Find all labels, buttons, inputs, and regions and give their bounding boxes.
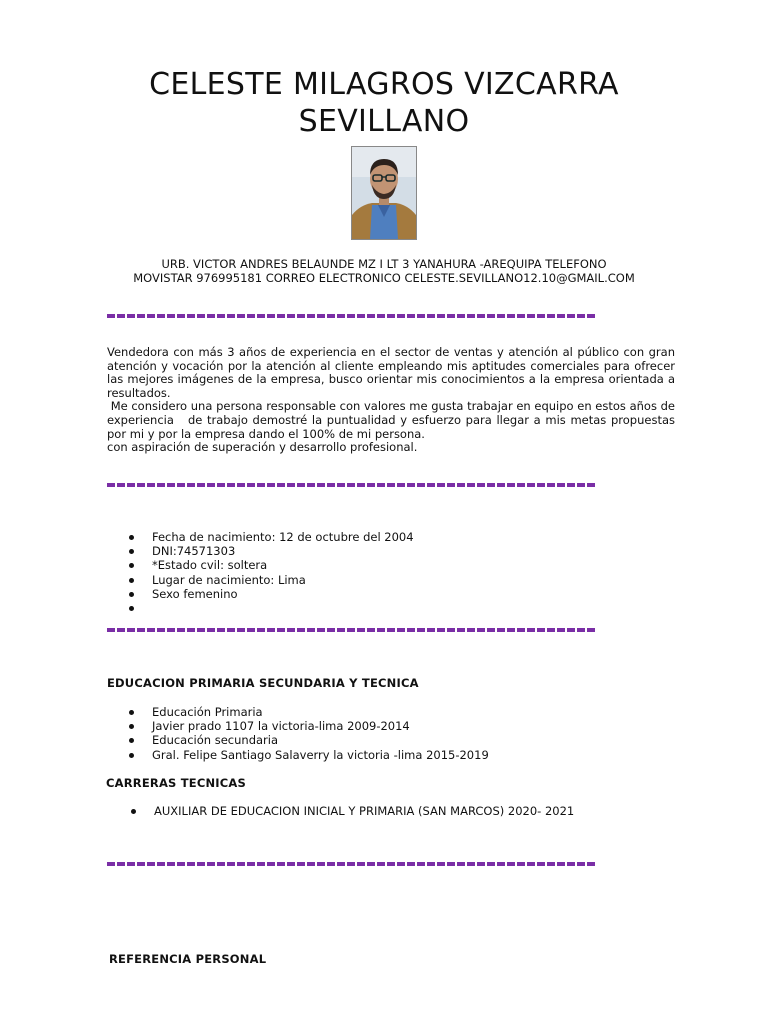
- education-heading: EDUCACION PRIMARIA SECUNDARIA Y TECNICA: [107, 676, 419, 690]
- education-list: [106, 705, 626, 762]
- careers-heading: CARRERAS TECNICAS: [106, 776, 247, 790]
- personal-info-list: [106, 530, 606, 615]
- references-heading: REFERENCIA PERSONAL: [109, 952, 267, 966]
- candidate-name-line2: SEVILLANO: [298, 104, 470, 139]
- section-divider: [107, 483, 595, 487]
- list-item: Javier prado 1107 la victoria-lima 2009-2014: [106, 719, 626, 733]
- profile-summary: [107, 345, 679, 455]
- phone-email-line: MOVISTAR 976995181 CORREO ELECTRONICO CELESTE.SEVILLANO12.10@GMAIL.COM: [133, 271, 635, 285]
- list-item: Lugar de nacimiento: Lima: [106, 573, 606, 587]
- person-photo-icon: [352, 147, 416, 239]
- list-item: Fecha de nacimiento: 12 de octubre del 2004: [106, 530, 606, 544]
- list-item: Educación Primaria: [106, 705, 626, 719]
- list-item: *Estado cvil: soltera: [106, 558, 606, 572]
- address-line: URB. VICTOR ANDRES BELAUNDE MZ I LT 3 YANAHURA -AREQUIPA TELEFONO: [161, 257, 607, 271]
- list-item: [106, 601, 606, 615]
- section-divider: [107, 628, 595, 632]
- contact-info: [90, 257, 678, 285]
- profile-paragraph: Vendedora con más 3 años de experiencia en el sector de ventas y atención al público con gran atención y vocación por la atención al cliente empleando mis aptitudes comerciales para ofrecer las mejores imágenes de la empresa, busco orientar mis conocimientos a la empresa orientada a resultados.: [107, 345, 675, 400]
- profile-photo: [351, 146, 417, 240]
- section-divider: [107, 314, 595, 318]
- candidate-name-line1: CELESTE MILAGROS VIZCARRA: [149, 67, 619, 102]
- section-divider: [107, 862, 595, 866]
- list-item: Educación secundaria: [106, 733, 626, 747]
- list-item: AUXILIAR DE EDUCACION INICIAL Y PRIMARIA (SAN MARCOS) 2020- 2021: [108, 804, 628, 818]
- candidate-name: [0, 66, 768, 140]
- profile-paragraph: con aspiración de superación y desarrollo profesional.: [107, 440, 418, 455]
- profile-paragraph: Me considero una persona responsable con valores me gusta trabajar en equipo en estos años de experiencia de trabajo demostré la puntualidad y esfuerzo para llegar a mis metas propuestas por mi y por la empresa dando el 100% de mi persona.: [107, 399, 679, 441]
- list-item: Gral. Felipe Santiago Salaverry la victoria -lima 2015-2019: [106, 748, 626, 762]
- list-item: Sexo femenino: [106, 587, 606, 601]
- careers-list: [108, 804, 628, 818]
- list-item: DNI:74571303: [106, 544, 606, 558]
